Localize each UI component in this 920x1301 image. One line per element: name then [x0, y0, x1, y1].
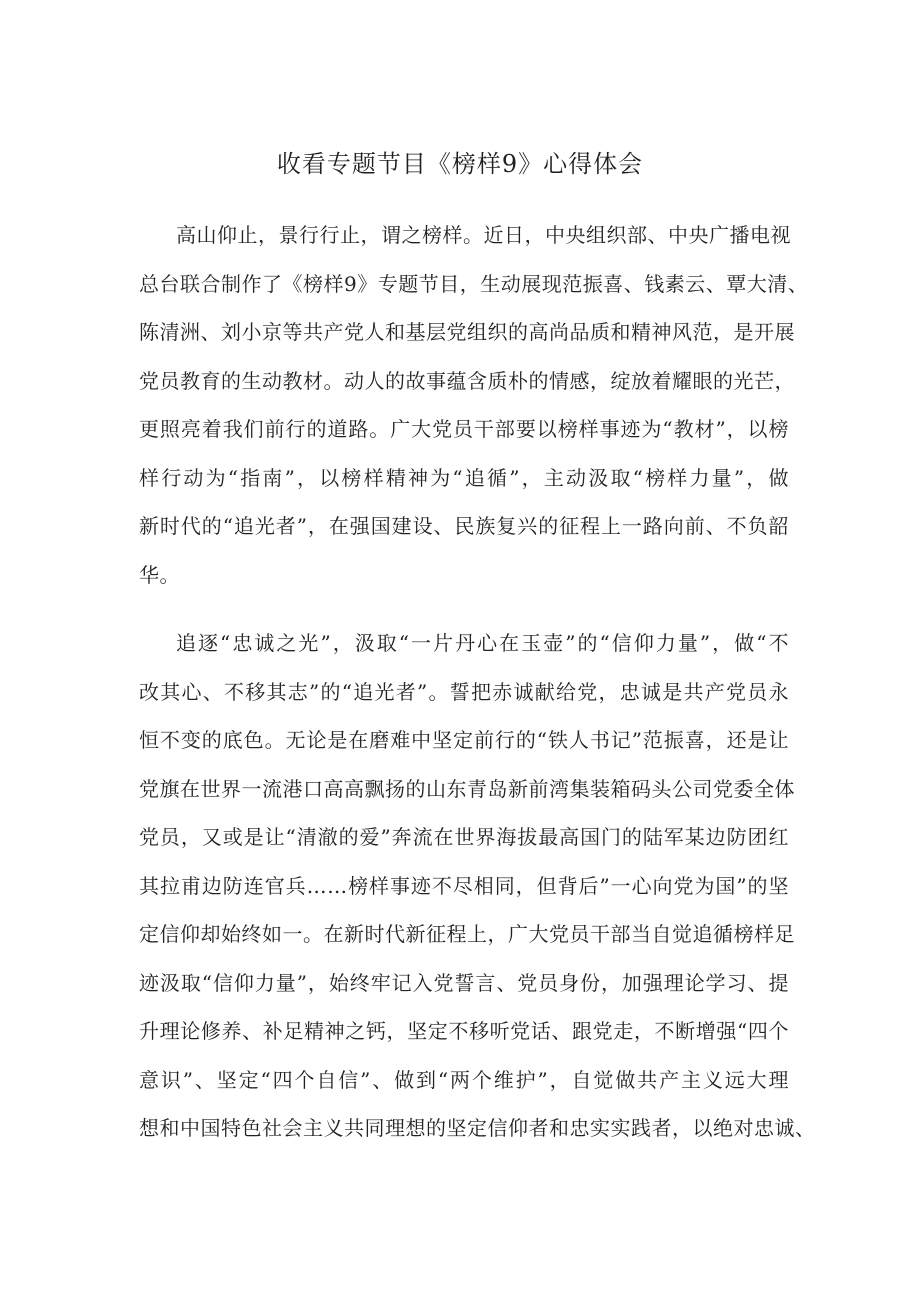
- paragraph-line: 党员，又或是让“清澈的爱”奔流在世界海拔最高国门的陆军某边防团红: [139, 825, 789, 849]
- paragraph-line: 样行动为“指南”，以榜样精神为“追循”，主动汲取“榜样力量”，做: [139, 465, 789, 490]
- paragraph-line: 想和中国特色社会主义共同理想的坚定信仰者和忠实实践者，以绝对忠诚、: [139, 1116, 816, 1140]
- document-title: 收看专题节目《榜样9》心得体会: [276, 150, 644, 178]
- paragraph-line: 定信仰却始终如一。在新时代新征程上，广大党员干部当自觉追循榜样足: [139, 922, 795, 946]
- paragraph-line: 陈清洲、刘小京等共产党人和基层党组织的高尚品质和精神风范，是开展: [139, 320, 795, 344]
- paragraph-line: 升理论修养、补足精神之钙，坚定不移听党话、跟党走，不断增强“四个: [139, 1019, 789, 1043]
- paragraph-line: 总台联合制作了《榜样9》专题节目，生动展现范振喜、钱素云、覃大清、: [139, 271, 809, 296]
- paragraph-1: [139, 216, 809, 604]
- paragraph-line: 恒不变的底色。无论是在磨难中坚定前行的“铁人书记”范振喜，还是让: [139, 728, 789, 752]
- paragraph-line: 意识”、坚定“四个自信”、做到“两个维护”，自觉做共产主义远大理: [139, 1067, 789, 1092]
- paragraph-line: 追逐“忠诚之光”，汲取“一片丹心在玉壶”的“信仰力量”，做“不: [176, 631, 789, 655]
- paragraph-line: 高山仰止，景行行止，谓之榜样。近日，中央组织部、中央广播电视: [176, 223, 791, 247]
- paragraph-line: 改其心、不移其志”的“追光者”。誓把赤诚献给党，忠诚是共产党员永: [139, 679, 789, 704]
- paragraph-line: 迹汲取“信仰力量”，始终牢记入党誓言、党员身份，加强理论学习、提: [139, 970, 789, 995]
- paragraph-line: 其拉甫边防连官兵……榜样事迹不尽相同，但背后”一心向党为国”的坚: [139, 873, 789, 898]
- paragraph-line: 党员教育的生动教材。动人的故事蕴含质朴的情感，绽放着耀眼的光芒，: [139, 368, 795, 393]
- paragraph-2: [139, 624, 816, 1158]
- paragraph-line: 党旗在世界一流港口高高飘扬的山东青岛新前湾集装箱码头公司党委全体: [139, 776, 795, 801]
- paragraph-line: 华。: [139, 562, 180, 587]
- paragraph-line: 更照亮着我们前行的道路。广大党员干部要以榜样事迹为“教材”，以榜: [139, 417, 789, 441]
- paragraph-line: 新时代的“追光者”，在强国建设、民族复兴的征程上一路向前、不负韶: [139, 514, 789, 538]
